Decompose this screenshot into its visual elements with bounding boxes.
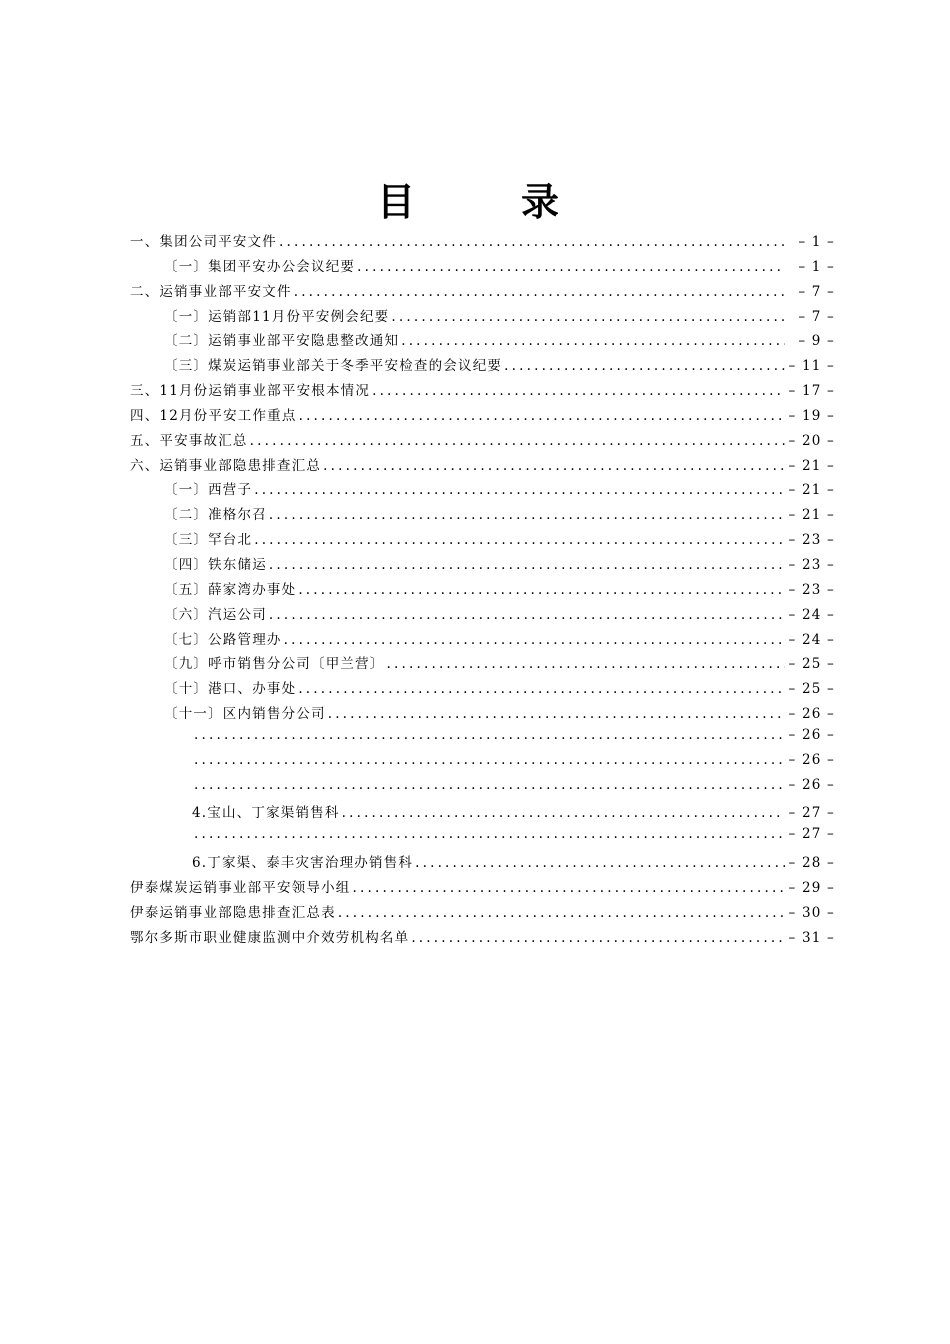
toc-entry[interactable] [130, 454, 835, 479]
toc-entry-page: – 7 – [798, 283, 835, 300]
toc-entry[interactable] [130, 926, 835, 951]
toc-entry[interactable] [130, 901, 835, 926]
toc-entry-page: – 17 – [788, 383, 835, 400]
toc-dot-leader [296, 681, 785, 697]
toc-dot-leader [321, 458, 785, 474]
toc-entry-page: – 1 – [798, 234, 835, 250]
toc-dot-leader [370, 383, 785, 399]
toc-entry-page: – 25 – [788, 681, 835, 698]
toc-entry-title: 三、11月份运销事业部平安根本情况 [130, 383, 371, 400]
toc-entry-page: – 23 – [788, 556, 835, 573]
toc-entry[interactable] [130, 255, 835, 280]
toc-entry[interactable] [130, 305, 835, 330]
toc-entry-page: – 21 – [788, 482, 835, 499]
toc-entry-title: 〔三〕罕台北 [164, 532, 253, 549]
toc-entry-page: – 29 – [788, 879, 835, 896]
toc-dot-leader [267, 607, 785, 623]
toc-entry-page: – 27 – [788, 805, 835, 822]
toc-entry[interactable] [130, 628, 835, 653]
toc-entry-page: – 24 – [788, 606, 835, 623]
toc-entry-title: 〔一〕集团平安办公会议纪要 [164, 258, 356, 275]
toc-entry-page: – 23 – [788, 581, 835, 598]
toc-dot-leader [326, 706, 785, 722]
toc-entry-title: 〔七〕公路管理办 [164, 631, 282, 648]
toc-entry[interactable] [130, 354, 835, 379]
toc-entry[interactable] [130, 727, 835, 752]
toc-entry[interactable] [130, 826, 835, 851]
toc-entry[interactable] [130, 478, 835, 503]
toc-dot-leader [292, 284, 785, 300]
toc-dot-leader [502, 358, 785, 374]
toc-entry-title: 〔五〕薛家湾办事处 [164, 581, 297, 598]
toc-entry[interactable] [130, 230, 835, 255]
toc-entry-title: 〔六〕汽运公司 [164, 606, 267, 623]
toc-entry[interactable] [130, 528, 835, 553]
toc-dot-leader [282, 632, 785, 648]
toc-dot-leader [351, 880, 786, 896]
toc-entry[interactable] [130, 801, 835, 826]
toc-entry[interactable] [130, 603, 835, 628]
toc-entry-title: 四、12月份平安工作重点 [130, 407, 297, 424]
toc-dot-leader [267, 507, 785, 523]
toc-entry-title: 〔二〕准格尔召 [164, 507, 267, 524]
toc-dot-leader [192, 777, 785, 793]
toc-dot-leader [336, 905, 785, 921]
toc-dot-leader [277, 234, 785, 250]
toc-entry-title: 〔三〕煤炭运销事业部关于冬季平安检查的会议纪要 [164, 358, 503, 375]
toc-entry-page: – 19 – [788, 407, 835, 424]
toc-dot-leader [355, 259, 785, 275]
toc-entry[interactable] [130, 404, 835, 429]
toc-entry-page: – 26 – [788, 751, 835, 768]
toc-entry-title: 六、运销事业部隐患排查汇总 [130, 457, 322, 474]
toc-entry[interactable] [130, 280, 835, 305]
toc-entry-title: 〔九〕呼市销售分公司〔甲兰营〕 [164, 656, 385, 673]
toc-entry-page: – 28 – [788, 855, 835, 872]
toc-dot-leader [192, 826, 785, 842]
page-title: 目 录 [376, 179, 593, 224]
toc-dot-leader [267, 557, 785, 573]
toc-dot-leader [385, 656, 786, 672]
toc-dot-leader [413, 855, 785, 871]
toc-entry-page: – 26 – [788, 776, 835, 793]
toc-entry-title: 〔十一〕区内销售分公司 [164, 706, 326, 723]
toc-entry-page: – 21 – [788, 457, 835, 474]
toc-entry[interactable] [130, 553, 835, 578]
toc-entry-title: 一、集团公司平安文件 [130, 234, 277, 250]
toc-entry-page: – 9 – [798, 333, 835, 350]
toc-entry-page: – 7 – [798, 308, 835, 325]
toc-entry-title: 〔十〕港口、办事处 [164, 681, 297, 698]
toc-entry[interactable] [130, 652, 835, 677]
toc-entry-page: – 1 – [798, 258, 835, 275]
toc-entry-title: 〔一〕西营子 [164, 482, 253, 499]
table-of-contents [130, 230, 835, 950]
toc-entry-title: 〔二〕运销事业部平安隐患整改通知 [164, 333, 400, 350]
toc-dot-leader [409, 930, 785, 946]
toc-entry[interactable] [130, 777, 835, 802]
toc-entry[interactable] [130, 677, 835, 702]
toc-entry-title: 鄂尔多斯市职业健康监测中介效劳机构名单 [130, 929, 410, 946]
toc-entry-title: 伊泰运销事业部隐患排查汇总表 [130, 904, 336, 921]
toc-entry[interactable] [130, 379, 835, 404]
toc-entry-page: – 30 – [788, 904, 835, 921]
toc-entry[interactable] [130, 429, 835, 454]
toc-entry-page: – 20 – [788, 432, 835, 449]
toc-entry-page: – 11 – [788, 358, 835, 375]
toc-entry-title: 伊泰煤炭运销事业部平安领导小组 [130, 879, 351, 896]
toc-entry-page: – 26 – [788, 726, 835, 743]
toc-entry-title: 4.宝山、丁家渠销售科 [192, 805, 340, 822]
toc-entry-page: – 31 – [788, 929, 835, 946]
toc-dot-leader [192, 727, 785, 743]
toc-dot-leader [389, 309, 785, 325]
toc-entry[interactable] [130, 851, 835, 876]
toc-entry[interactable] [130, 503, 835, 528]
toc-entry-title: 6.丁家渠、泰丰灾害治理办销售科 [192, 855, 414, 872]
toc-entry[interactable] [130, 702, 835, 727]
toc-dot-leader [296, 582, 785, 598]
toc-dot-leader [340, 805, 785, 821]
toc-entry-page: – 21 – [788, 507, 835, 524]
toc-entry[interactable] [130, 329, 835, 354]
toc-dot-leader [192, 752, 785, 768]
toc-entry-title: 〔一〕运销部11月份平安例会纪要 [164, 308, 390, 325]
toc-dot-leader [297, 408, 785, 424]
toc-entry-title: 二、运销事业部平安文件 [130, 283, 292, 300]
toc-entry-title: 五、平安事故汇总 [130, 432, 248, 449]
toc-entry-page: – 26 – [788, 706, 835, 723]
toc-entry[interactable] [130, 876, 835, 901]
toc-entry[interactable] [130, 752, 835, 777]
toc-entry-title: 〔四〕铁东储运 [164, 556, 267, 573]
toc-dot-leader [248, 433, 785, 449]
toc-entry[interactable] [130, 578, 835, 603]
toc-dot-leader [399, 333, 785, 349]
toc-entry-page: – 24 – [788, 631, 835, 648]
toc-dot-leader [252, 532, 785, 548]
toc-entry-page: – 23 – [788, 532, 835, 549]
toc-dot-leader [252, 482, 785, 498]
toc-entry-page: – 27 – [788, 826, 835, 843]
toc-entry-page: – 25 – [788, 656, 835, 673]
